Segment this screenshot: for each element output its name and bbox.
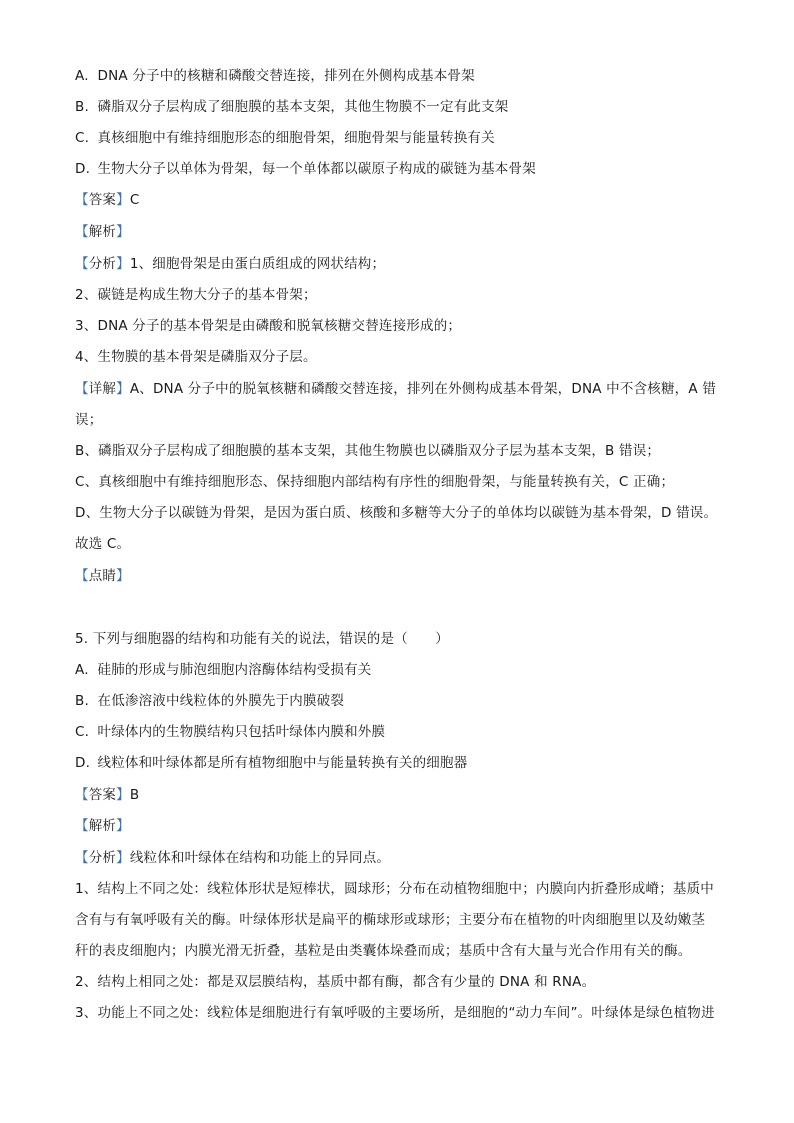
q4-analysis-tag: 解析 (88, 224, 117, 240)
q4-option-c-text: 真核细胞中有维持细胞形态的细胞骨架，细胞骨架与能量转换有关 (97, 130, 495, 146)
q4-option-d-text: 生物大分子以单体为骨架，每一个单体都以碳原子构成的碳链为基本骨架 (97, 161, 536, 177)
q4-option-a-label: A. (75, 68, 89, 84)
q4-xiangjie-line-4: C、真核细胞中有维持细胞形态、保持细胞内部结构有序性的细胞骨架，与能量转换有关，C 正确； (75, 474, 675, 490)
q5-fenxi-first: 【分析】线粒体和叶绿体在结构和功能上的异同点。 (75, 850, 391, 866)
q5-option-c-text: 叶绿体内的生物膜结构只包括叶绿体内膜和外膜 (97, 724, 386, 740)
q5-option-a (75, 660, 725, 680)
q4-option-a (75, 66, 725, 86)
q4-option-c-label: C. (75, 130, 90, 146)
q5-option-b (75, 691, 725, 711)
q4-xiangjie-line-2: 误； (75, 412, 103, 428)
q5-option-a-label: A. (75, 662, 89, 678)
q5-answer-line: 【答案】B (75, 787, 140, 803)
q4-answer-line: 【答案】C (75, 192, 140, 208)
q4-dianjing-heading: 【点睛】 (75, 568, 130, 584)
q5-option-b-text: 在低渗溶液中线粒体的外膜先于内膜破裂 (97, 693, 345, 709)
q5-fenxi-first-text: 线粒体和叶绿体在结构和功能上的异同点。 (129, 850, 391, 866)
q4-xiangjie-line-3: B、磷脂双分子层构成了细胞膜的基本支架，其他生物膜也以磷脂双分子层为基本支架，B 错误； (75, 443, 661, 459)
q4-dianjing-tag: 点睛 (88, 568, 117, 584)
q5-option-b-label: B. (75, 693, 89, 709)
q5-option-d (75, 753, 725, 773)
q4-fenxi-tag: 分析 (88, 256, 117, 272)
q4-fenxi-line-3: 3、DNA 分子的基本骨架是由磷酸和脱氧核糖交替连接形成的； (75, 318, 462, 334)
q4-xiangjie-line-1: 【详解】A、DNA 分子中的脱氧核糖和磷酸交替连接，排列在外侧构成基本骨架，DNA 中不含核糖，A 错 (75, 381, 717, 397)
q4-fenxi-line-1: 【分析】1、细胞骨架是由蛋白质组成的网状结构； (75, 256, 386, 272)
q5-stem: 5. 下列与细胞器的结构和功能有关的说法，错误的是（ ） (75, 631, 449, 647)
q4-fenxi-line-2: 2、碳链是构成生物大分子的基本骨架； (75, 287, 317, 303)
q5-fenxi-tag: 分析 (88, 850, 117, 866)
q4-fenxi-text-1: 1、细胞骨架是由蛋白质组成的网状结构； (129, 256, 386, 272)
q5-fenxi-line-4: 2、结构上相同之处：都是双层膜结构，基质中都有酶，都含有少量的 DNA 和 RNA。 (75, 974, 596, 990)
q5-fenxi-line-2: 含有与有氧呼吸有关的酶。叶绿体形状是扁平的椭球形或球形；主要分布在植物的叶肉细胞里以及幼嫩茎 (75, 912, 706, 928)
q4-option-b (75, 97, 725, 117)
q5-answer-tag: 答案 (88, 787, 117, 803)
q5-fenxi-line-3: 秆的表皮细胞内；内膜光滑无折叠，基粒是由类囊体垛叠而成；基质中含有大量与光合作用有关的酶。 (75, 943, 692, 959)
q5-fenxi-line-5: 3、功能上不同之处：线粒体是细胞进行有氧呼吸的主要场所，是细胞的“动力车间”。叶绿体是绿色植物进 (75, 1005, 715, 1021)
q5-option-c-label: C. (75, 724, 90, 740)
q4-option-a-text: DNA 分子中的核糖和磷酸交替连接，排列在外侧构成基本骨架 (97, 68, 475, 84)
q5-analysis-heading: 【解析】 (75, 818, 130, 834)
q5-answer-value: B (129, 787, 140, 803)
q4-option-b-text: 磷脂双分子层构成了细胞膜的基本支架，其他生物膜不一定有此支架 (97, 99, 509, 115)
q4-option-d-label: D. (75, 161, 91, 177)
q4-answer-tag: 答案 (88, 192, 117, 208)
q5-option-a-text: 硅肺的形成与肺泡细胞内溶酶体结构受损有关 (97, 662, 372, 678)
q4-xiangjie-line-5: D、生物大分子以碳链为骨架，是因为蛋白质、核酸和多糖等大分子的单体均以碳链为基本骨架，D 错误。 (75, 505, 718, 521)
q4-analysis-heading: 【解析】 (75, 224, 130, 240)
q4-option-d (75, 159, 725, 179)
q5-option-d-label: D. (75, 755, 91, 771)
q4-fenxi-line-4: 4、生物膜的基本骨架是磷脂双分子层。 (75, 349, 317, 365)
q4-xiangjie-tag: 详解 (88, 381, 117, 397)
q5-option-d-text: 线粒体和叶绿体都是所有植物细胞中与能量转换有关的细胞器 (97, 755, 468, 771)
q4-option-b-label: B. (75, 99, 89, 115)
q4-xiangjie-line-6: 故选 C。 (75, 536, 131, 552)
q4-answer-value: C (129, 192, 140, 208)
q5-option-c (75, 722, 725, 742)
q4-option-c (75, 128, 725, 148)
q5-analysis-tag: 解析 (88, 818, 117, 834)
q5-fenxi-line-1: 1、结构上不同之处：线粒体形状是短棒状，圆球形；分布在动植物细胞中；内膜向内折叠形成嵴；基质中 (75, 881, 714, 897)
q4-xiangjie-text-1: A、DNA 分子中的脱氧核糖和磷酸交替连接，排列在外侧构成基本骨架，DNA 中不含核糖，A 错 (129, 381, 717, 397)
